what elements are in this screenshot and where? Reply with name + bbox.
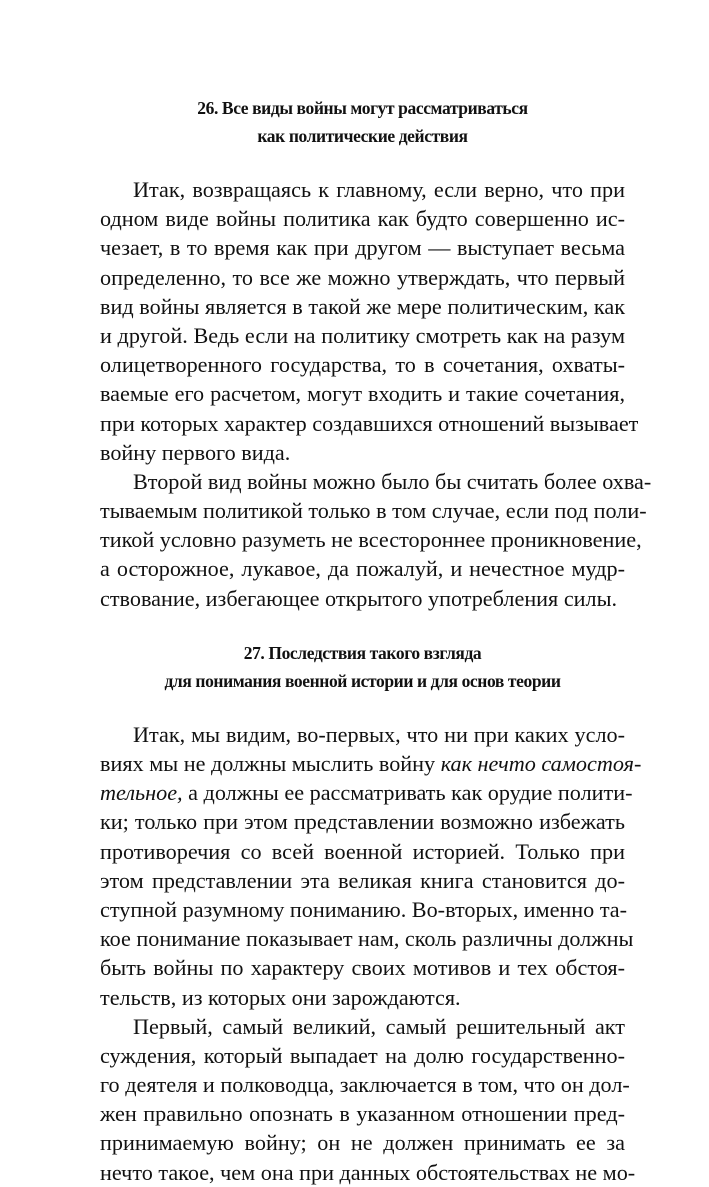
text-line: этом представлении эта великая книга становится до- (100, 867, 625, 893)
text-line: ступной разумному пониманию. Во-вторых, именно та- (100, 896, 628, 922)
section-27-heading (100, 639, 625, 695)
text-line: Второй вид войны можно было бы считать более охва- (133, 468, 652, 494)
text-run: а должны ее рассматривать как орудие полити- (182, 780, 633, 806)
text-line: кое понимание показывает нам, сколь различны должны (100, 926, 634, 952)
text-line: а осторожное, лукавое, да пожалуй, и нечестное мудр- (100, 556, 625, 582)
emphasis-text: тельное, (100, 780, 183, 806)
text-line: определенно, то все же можно утверждать, что первый (100, 264, 625, 290)
text-line: Итак, возвращаясь к главному, если верно, что при (133, 177, 625, 202)
text-line: противоречия со всей военной историей. Только при (100, 838, 625, 864)
text-line: одном виде войны политика как будто совершенно ис- (100, 206, 625, 232)
text-line (100, 778, 633, 807)
text-run: виях мы не должны мыслить войну (100, 751, 441, 776)
text-line: ваемые его расчетом, могут входить и такие сочетания, (100, 381, 625, 407)
heading-line: как политические действия (257, 126, 468, 146)
heading-line: 26. Все виды войны могут рассматриваться (197, 98, 528, 118)
text-line: Первый, самый великий, самый решительный акт (133, 1013, 625, 1039)
text-line: суждения, который выпадает на долю государственно- (100, 1042, 625, 1068)
text-line: тикой условно разуметь не всестороннее проникновение, (100, 527, 642, 553)
text-line: при которых характер создавшихся отношений вызывает (100, 410, 639, 436)
text-line: войну первого вида. (100, 439, 291, 465)
text-line (100, 749, 642, 778)
text-line: ки; только при этом представлении возможно избежать (100, 809, 625, 835)
heading-line: 27. Последствия такого взгляда (243, 642, 482, 663)
text-line: вид войны является в такой же мере политическим, как (100, 293, 625, 319)
text-line: жен правильно опознать в указанном отношении пред- (100, 1101, 625, 1127)
section-27-text (100, 720, 642, 1187)
book-page (100, 92, 652, 1187)
text-line: Итак, мы видим, во-первых, что ни при каких усло- (133, 721, 625, 747)
text-line: го деятеля и полководца, заключается в том, что он дол- (100, 1072, 630, 1098)
heading-line: для понимания военной истории и для основ теории (164, 670, 561, 691)
text-line: чезает, в то время как при другом — выступает весьма (100, 235, 625, 261)
text-line: быть войны по характеру своих мотивов и тех обстоя- (100, 955, 625, 981)
section-26-heading (100, 94, 625, 150)
text-line: олицетворенного государства, то в сочетания, охваты- (100, 352, 625, 378)
text-line: ствование, избегающее открытого употребления силы. (100, 585, 618, 611)
text-line: принимаемую войну; он не должен принимать ее за (100, 1130, 625, 1156)
text-line: тываемым политикой только в том случае, если под поли- (100, 498, 647, 524)
text-line: нечто такое, чем она при данных обстоятельствах не мо- (100, 1159, 636, 1185)
text-line: и другой. Ведь если на политику смотреть как на разум (100, 322, 625, 348)
section-26-text (100, 175, 652, 613)
text-line: тельств, из которых они зарождаются. (100, 984, 461, 1010)
emphasis-text: как нечто самостоя- (440, 751, 642, 776)
